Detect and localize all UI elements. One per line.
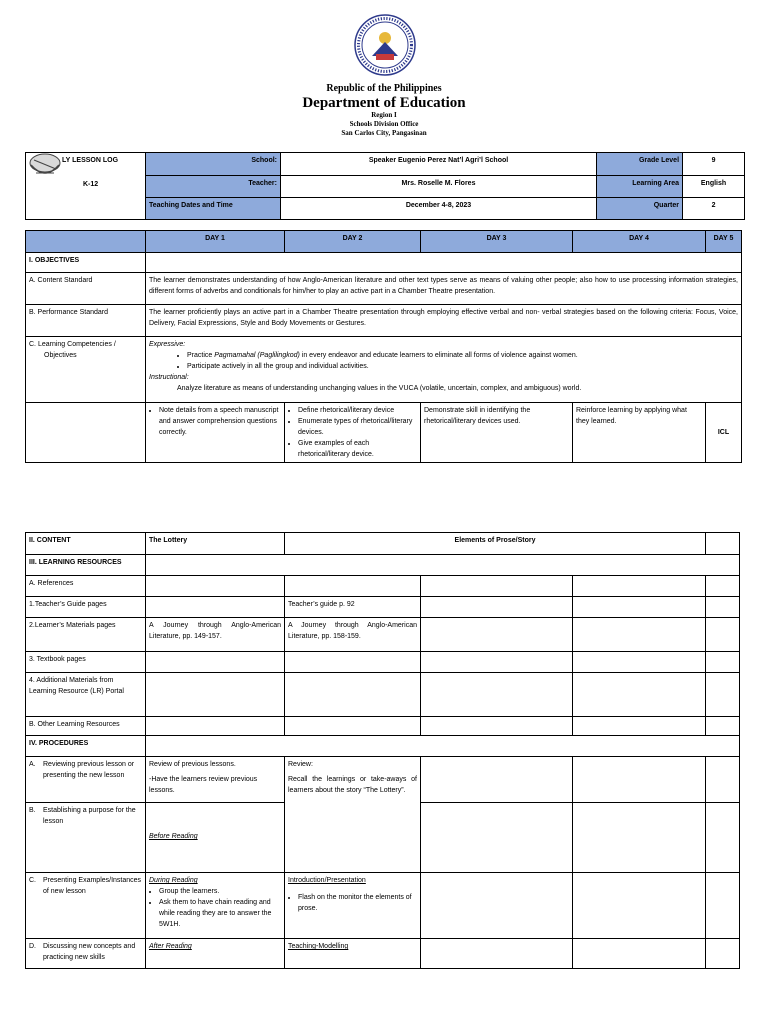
department-title: Department of Education [302, 95, 466, 111]
learners-materials-day-1: A Journey through Anglo-American Literature, pp. 149-157. [146, 618, 285, 652]
additional-materials-label: 4. Additional Materials from Learning Resource (LR) Portal [26, 673, 146, 717]
division-text: Schools Division Office [349, 120, 419, 128]
teachers-guide-label: 1.Teacher’s Guide pages [26, 597, 146, 618]
content-day-2: Elements of Prose/Story [285, 533, 706, 555]
day-2-header: DAY 2 [285, 231, 421, 253]
region-text: Region I [371, 111, 397, 119]
procedure-b-day-1: Before Reading [146, 803, 285, 873]
objective-day-4: Reinforce learning by applying what they learned. [573, 403, 706, 463]
instructional-text: Analyze literature as means of understanding unchanging values in the VUCA (volatile, uncertain, complex, and ambiguous) world. [177, 385, 582, 392]
ribbon-logo-icon [28, 153, 62, 186]
teacher-label: Teacher: [146, 176, 281, 198]
other-resources-label: B. Other Learning Resources [26, 717, 146, 736]
objective-day-3: Demonstrate skill in identifying the rhetorical/literary devices used. [421, 403, 573, 463]
references-label: A. References [26, 576, 146, 597]
k12-label: K-12 [83, 181, 99, 188]
grade-label: Grade Level [597, 153, 683, 176]
objectives-table [25, 230, 742, 463]
info-table [25, 152, 745, 220]
day-1-header: DAY 1 [146, 231, 285, 253]
performance-standard-text: The learner proficiently plays an active part in a Chamber Theatre presentation through employing effective verbal and non- verbal strategies based on the following criteria: Focus, Voice, Delivery, Facial Expressions, Style and Body Movements or Gestures. [146, 305, 742, 337]
competencies-label: C. Learning Competencies / Objectives [26, 337, 146, 403]
content-standard-label: A. Content Standard [26, 273, 146, 305]
competencies-text: Expressive: • Practice Pagmamahal (Paglilingkod) in every endeavor and educate learners to eliminate all forms of violence against women. • Participate actively in all the group and individual activities. Instructional: Analyze literature as means of understanding unchanging values in the VUCA (volatile, uncertain, complex, and ambiguous) world. [146, 337, 742, 403]
procedure-a-day-1: Review of previous lessons. -Have the learners review previous lessons. [146, 757, 285, 803]
procedure-d-day-2: Teaching-Modelling [285, 939, 421, 969]
school-label: School: [146, 153, 281, 176]
procedure-c-day-1: During Reading • Group the learners. • Ask them to have chain reading and while reading they are to answer the 5W1H. [146, 873, 285, 939]
content-table [25, 532, 740, 969]
content-heading: II. CONTENT [26, 533, 146, 555]
teacher-value: Mrs. Roselle M. Flores [281, 176, 597, 198]
log-title-cell [26, 153, 146, 220]
procedure-a-day-2: Review: Recall the learnings or take-aways of learners about the story “The Lottery”. [285, 757, 421, 873]
procedure-c-day-2: Introduction/Presentation • Flash on the monitor the elements of prose. [285, 873, 421, 939]
learners-materials-label: 2.Learner’s Materials pages [26, 618, 146, 652]
objective-day-1: • Note details from a speech manuscript and answer comprehension questions correctly. [146, 403, 285, 463]
procedure-c-label: C. Presenting Examples/Instances of new lesson [26, 873, 146, 939]
textbook-pages-label: 3. Textbook pages [26, 652, 146, 673]
content-day-1: The Lottery [146, 533, 285, 555]
objectives-heading: I. OBJECTIVES [26, 253, 146, 273]
expressive-item-2: • Participate actively in all the group and individual activities. [187, 361, 738, 372]
city-text: San Carlos City, Pangasinan [341, 129, 427, 137]
performance-standard-label: B. Performance Standard [26, 305, 146, 337]
procedure-d-day-1: After Reading [146, 939, 285, 969]
day-header-blank [26, 231, 146, 253]
objective-day-5: ICL [706, 403, 742, 463]
teachers-guide-day-2: Teacher’s guide p. 92 [285, 597, 421, 618]
republic-text: Republic of the Philippines [326, 83, 442, 94]
deped-seal-icon [354, 14, 416, 76]
day-3-header: DAY 3 [421, 231, 573, 253]
procedure-a-label: A. Reviewing previous lesson or presenting the new lesson [26, 757, 146, 803]
quarter-label: Quarter [597, 198, 683, 220]
day-5-header: DAY 5 [706, 231, 742, 253]
dates-label: Teaching Dates and Time [146, 198, 281, 220]
area-value: English [683, 176, 745, 198]
learners-materials-day-2: A Journey through Anglo-American Literature, pp. 158-159. [285, 618, 421, 652]
objective-day-2: • Define rhetorical/literary device • Enumerate types of rhetorical/literary devices. • Give examples of each rhetorical/literary device. [285, 403, 421, 463]
procedure-b-label: B. Establishing a purpose for the lesson [26, 803, 146, 873]
quarter-value: 2 [683, 198, 745, 220]
area-label: Learning Area [597, 176, 683, 198]
resources-heading: III. LEARNING RESOURCES [26, 555, 146, 576]
dates-value: December 4-8, 2023 [281, 198, 597, 220]
day-4-header: DAY 4 [573, 231, 706, 253]
school-value: Speaker Eugenio Perez Nat’l Agri’l School [281, 153, 597, 176]
content-standard-text: The learner demonstrates understanding of how Anglo-American literature and other text types serve as means of valuing other people; also how to use processing information strategies, different forms of adverbs and conditionals for him/her to play an active part in a Chamber Theatre presentation. [146, 273, 742, 305]
grade-value: 9 [683, 153, 745, 176]
procedure-d-label: D. Discussing new concepts and practicing new skills [26, 939, 146, 969]
log-title: LY LESSON LOG [62, 157, 119, 164]
procedures-heading: IV. PROCEDURES [26, 736, 146, 757]
expressive-item-1: • Practice Pagmamahal (Paglilingkod) in every endeavor and educate learners to eliminate all forms of violence against women. [187, 350, 738, 361]
